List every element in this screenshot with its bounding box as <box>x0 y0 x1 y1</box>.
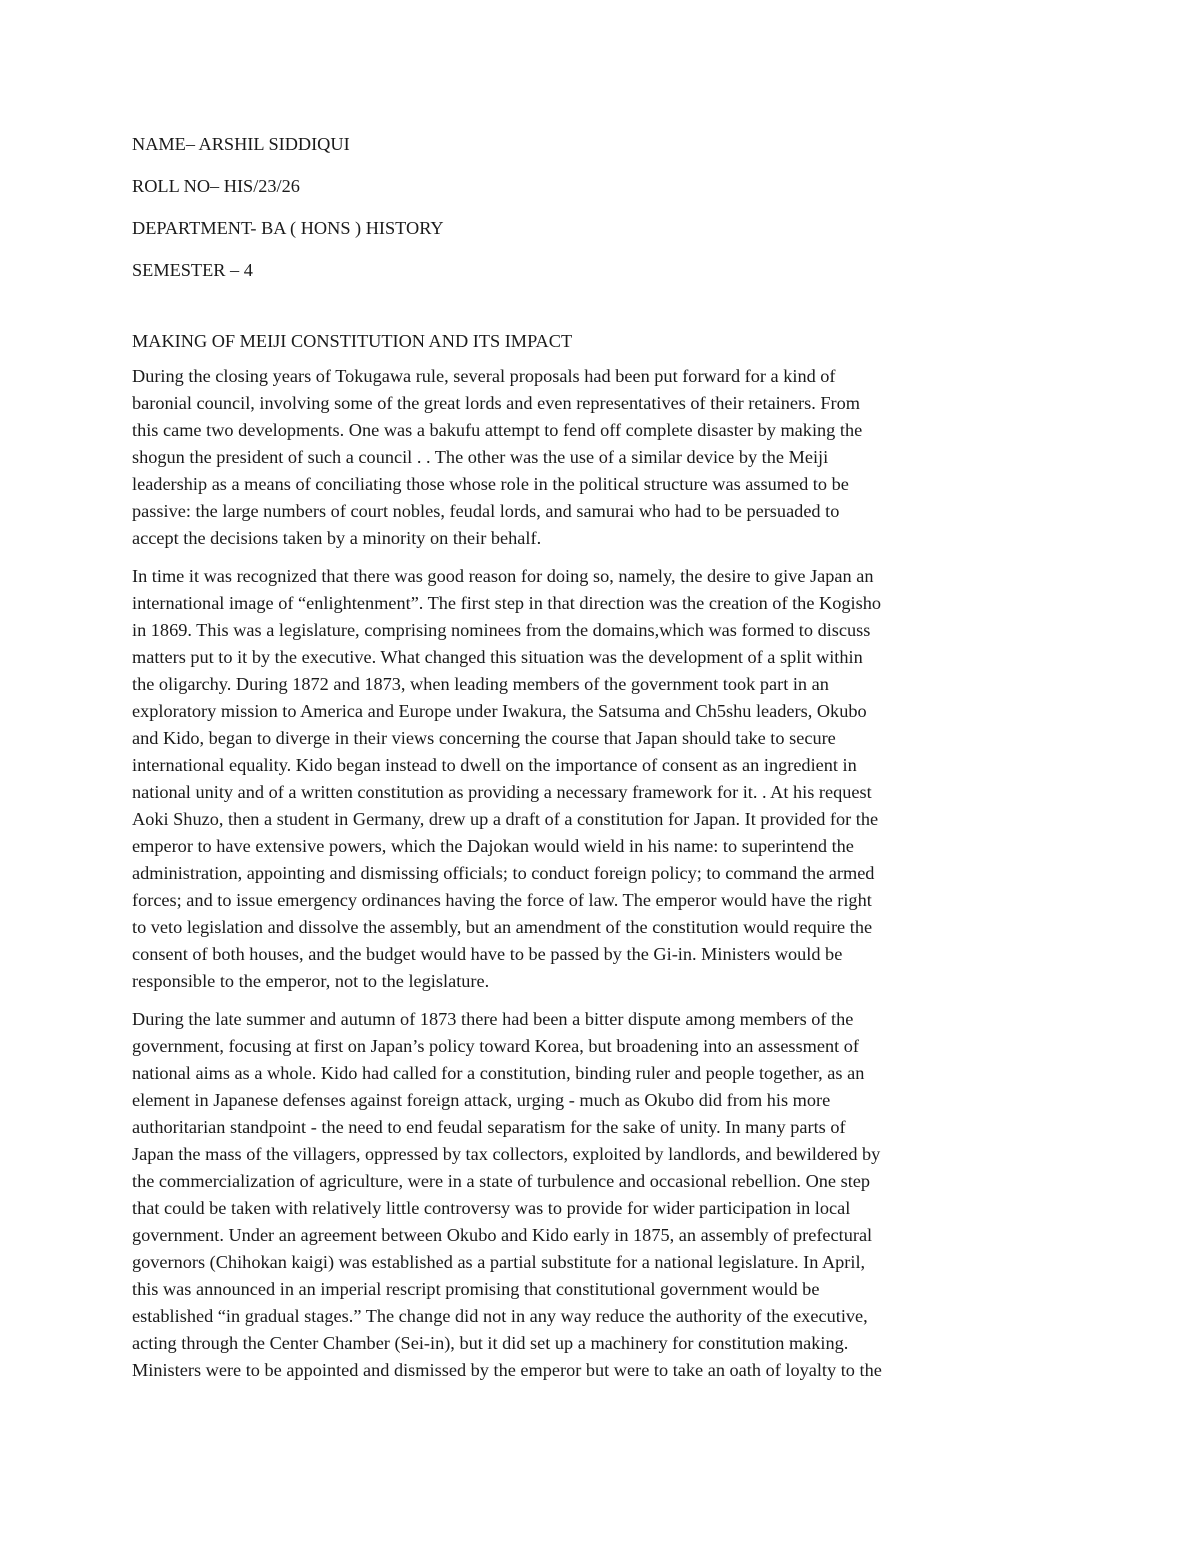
paragraph-line: acting through the Center Chamber (Sei-in), but it did set up a machinery for constitution making. <box>132 1333 849 1353</box>
paragraph <box>132 363 977 552</box>
paragraph-line: national unity and of a written constitution as providing a necessary framework for it. . At his request <box>132 782 872 802</box>
paragraph-line: Ministers were to be appointed and dismissed by the emperor but were to take an oath of loyalty to the <box>132 1360 882 1380</box>
paragraph-line: this was announced in an imperial rescript promising that constitutional government would be <box>132 1279 820 1299</box>
essay-paragraphs <box>132 363 977 1384</box>
paragraph-line: baronial council, involving some of the great lords and even representatives of their retainers. From <box>132 393 860 413</box>
paragraph-line: emperor to have extensive powers, which the Dajokan would wield in his name: to superintend the <box>132 836 854 856</box>
paragraph <box>132 1006 977 1384</box>
department: DEPARTMENT- BA ( HONS ) HISTORY <box>132 218 444 238</box>
paragraph-line: accept the decisions taken by a minority on their behalf. <box>132 528 542 548</box>
paragraph-line: In time it was recognized that there was good reason for doing so, namely, the desire to give Japan an <box>132 566 874 586</box>
paragraph-line: the oligarchy. During 1872 and 1873, when leading members of the government took part in an <box>132 674 829 694</box>
paragraph-line: government. Under an agreement between Okubo and Kido early in 1875, an assembly of prefectural <box>132 1225 873 1245</box>
paragraph-line: administration, appointing and dismissing officials; to conduct foreign policy; to command the armed <box>132 863 875 883</box>
roll-number: ROLL NO– HIS/23/26 <box>132 176 300 196</box>
paragraph-line: governors (Chihokan kaigi) was established as a partial substitute for a national legislature. In April, <box>132 1252 866 1272</box>
paragraph-line: consent of both houses, and the budget would have to be passed by the Gi-in. Ministers would be <box>132 944 843 964</box>
paragraph-line: authoritarian standpoint - the need to end feudal separatism for the sake of unity. In many parts of <box>132 1117 846 1137</box>
paragraph-line: Aoki Shuzo, then a student in Germany, drew up a draft of a constitution for Japan. It provided for the <box>132 809 879 829</box>
paragraph-line: shogun the president of such a council . . The other was the use of a similar device by the Meiji <box>132 447 829 467</box>
paragraph-line: responsible to the emperor, not to the legislature. <box>132 971 490 991</box>
paragraph-line: During the closing years of Tokugawa rule, several proposals had been put forward for a kind of <box>132 366 836 386</box>
paragraph-line: the commercialization of agriculture, were in a state of turbulence and occasional rebellion. One step <box>132 1171 871 1191</box>
paragraph-line: Japan the mass of the villagers, oppressed by tax collectors, exploited by landlords, and bewildered by <box>132 1144 881 1164</box>
paragraph-line: During the late summer and autumn of 1873 there had been a bitter dispute among members of the <box>132 1009 854 1029</box>
paragraph-line: exploratory mission to America and Europe under Iwakura, the Satsuma and Ch5shu leaders, Okubo <box>132 701 867 721</box>
paragraph <box>132 563 977 995</box>
paragraph-line: element in Japanese defenses against foreign attack, urging - much as Okubo did from his more <box>132 1090 831 1110</box>
paragraph-line: international equality. Kido began instead to dwell on the importance of consent as an ingredient in <box>132 755 857 775</box>
essay-title: MAKING OF MEIJI CONSTITUTION AND ITS IMPACT <box>132 331 573 351</box>
paragraph-line: established “in gradual stages.” The change did not in any way reduce the authority of the executive, <box>132 1306 868 1326</box>
paragraph-line: matters put to it by the executive. What changed this situation was the development of a split within <box>132 647 863 667</box>
paragraph-line: international image of “enlightenment”. The first step in that direction was the creation of the Kogisho <box>132 593 881 613</box>
paragraph-line: in 1869. This was a legislature, comprising nominees from the domains,which was formed to discuss <box>132 620 871 640</box>
document-body <box>132 131 977 1395</box>
paragraph-line: passive: the large numbers of court nobles, feudal lords, and samurai who had to be persuaded to <box>132 501 840 521</box>
paragraph-line: and Kido, began to diverge in their views concerning the course that Japan should take to secure <box>132 728 836 748</box>
student-info-block <box>132 131 977 284</box>
paragraph-line: government, focusing at first on Japan’s policy toward Korea, but broadening into an assessment of <box>132 1036 860 1056</box>
paragraph-line: that could be taken with relatively little controversy was to provide for wider participation in local <box>132 1198 851 1218</box>
student-name: NAME– ARSHIL SIDDIQUI <box>132 134 350 154</box>
paragraph-line: forces; and to issue emergency ordinances having the force of law. The emperor would have the right <box>132 890 872 910</box>
semester: SEMESTER – 4 <box>132 260 253 280</box>
paragraph-line: this came two developments. One was a bakufu attempt to fend off complete disaster by making the <box>132 420 863 440</box>
paragraph-line: leadership as a means of conciliating those whose role in the political structure was assumed to be <box>132 474 849 494</box>
paragraph-line: to veto legislation and dissolve the assembly, but an amendment of the constitution would require the <box>132 917 873 937</box>
paragraph-line: national aims as a whole. Kido had called for a constitution, binding ruler and people together, as an <box>132 1063 865 1083</box>
